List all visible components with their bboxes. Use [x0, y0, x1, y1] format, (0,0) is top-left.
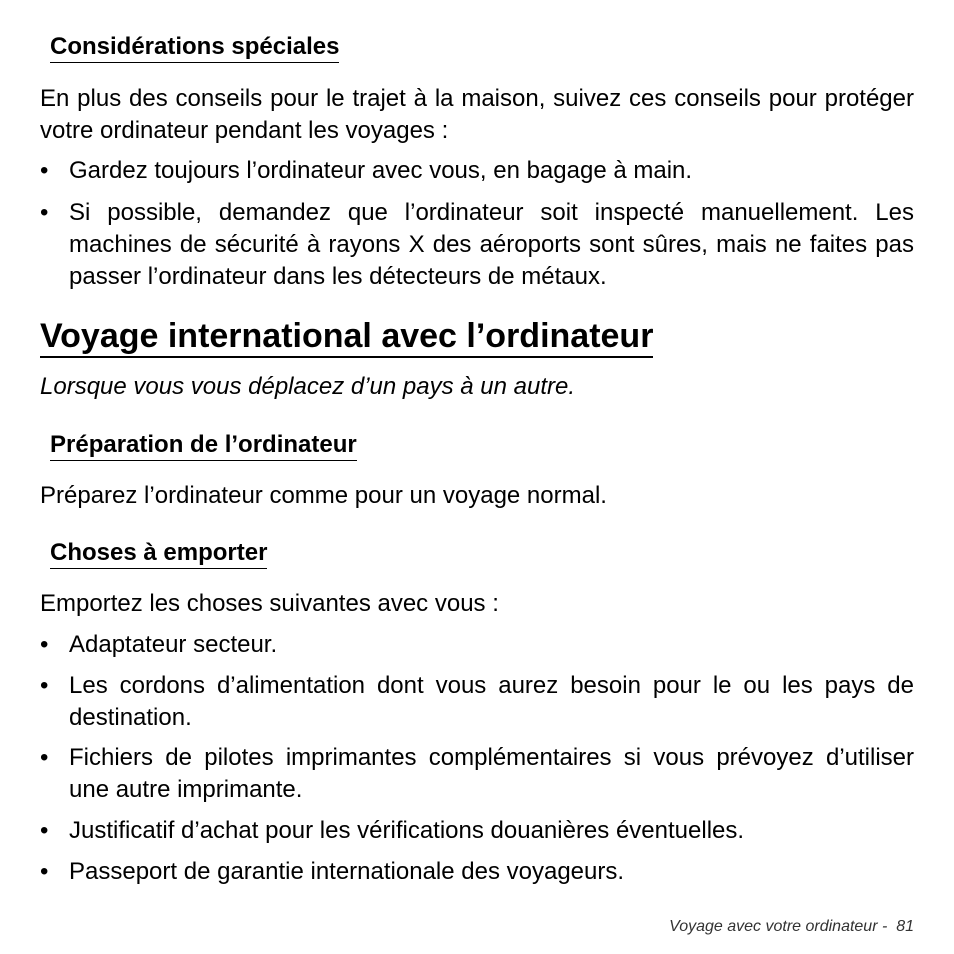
- preparation-paragraph: Préparez l’ordinateur comme pour un voyage normal.: [40, 482, 607, 509]
- list-item: [40, 670, 914, 734]
- list-item: [40, 742, 914, 806]
- bullet-marker: •: [40, 199, 49, 226]
- list-item: [40, 197, 914, 293]
- list-item-text: Adaptateur secteur.: [69, 631, 278, 658]
- bullet-marker: •: [40, 157, 49, 184]
- heading-special-considerations: Considérations spéciales: [50, 33, 339, 63]
- list-item: [40, 815, 914, 847]
- list-item-text: Les cordons d’alimentation dont vous aurez besoin pour le ou les pays de destination.: [69, 672, 914, 731]
- list-item-text: Gardez toujours l’ordinateur avec vous, en bagage à main.: [69, 157, 693, 184]
- list-item-text: Passeport de garantie internationale des voyageurs.: [69, 858, 625, 885]
- list-item-text: Si possible, demandez que l’ordinateur soit inspecté manuellement. Les machines de sécurité à rayons X des aéroports sont sûres, mais ne faites pas passer l’ordinateur dans les détecteurs de métaux.: [69, 199, 914, 290]
- bullet-marker: •: [40, 817, 49, 844]
- subtitle: Lorsque vous vous déplacez d’un pays à un autre.: [40, 373, 576, 400]
- list-item: [40, 629, 914, 661]
- bullet-marker: •: [40, 672, 49, 699]
- page-title: Voyage international avec l’ordinateur: [40, 316, 653, 358]
- list-item-text: Justificatif d’achat pour les vérifications douanières éventuelles.: [69, 817, 745, 844]
- list-item: [40, 856, 914, 888]
- intro-paragraph: En plus des conseils pour le trajet à la maison, suivez ces conseils pour protéger votre ordinateur pendant les voyages :: [40, 85, 914, 144]
- bullet-marker: •: [40, 744, 49, 771]
- page-footer: Voyage avec votre ordinateur - 81: [669, 918, 914, 935]
- heading-computer-preparation: Préparation de l’ordinateur: [50, 431, 357, 461]
- bullet-marker: •: [40, 631, 49, 658]
- bullet-marker: •: [40, 858, 49, 885]
- list-item-text: Fichiers de pilotes imprimantes complémentaires si vous prévoyez d’utiliser une autre imprimante.: [69, 744, 914, 803]
- heading-things-to-bring: Choses à emporter: [50, 539, 267, 569]
- list-item: [40, 155, 914, 187]
- things-intro-paragraph: Emportez les choses suivantes avec vous :: [40, 590, 499, 617]
